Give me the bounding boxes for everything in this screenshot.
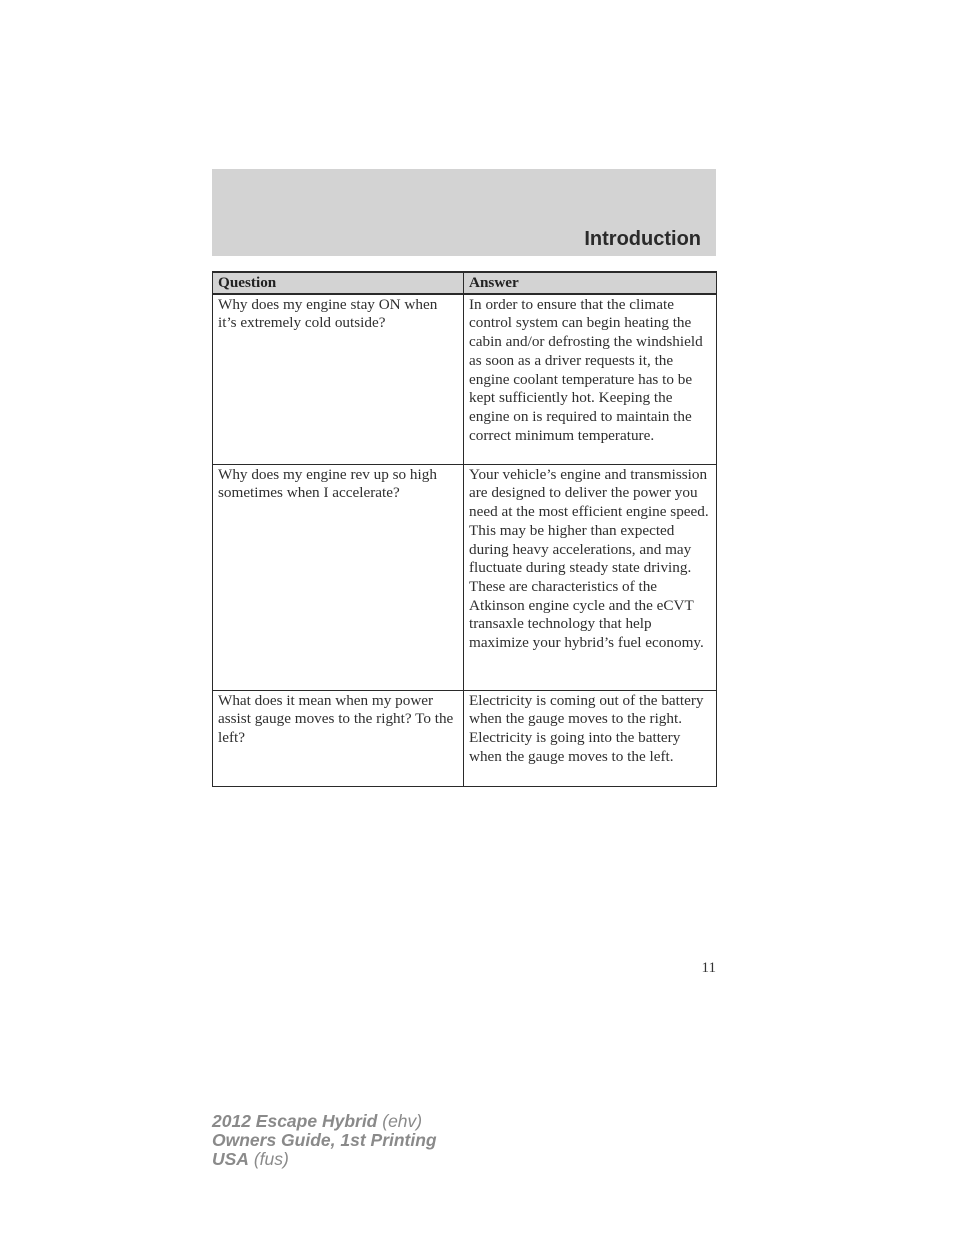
table-row: [213, 294, 717, 465]
answer-cell: Your vehicle’s engine and transmission are designed to deliver the power you need at the most efficient engine speed. This may be higher than expected during heavy accelerations, and may fluctuate during steady state driving. These are characteristics of the Atkinson engine cycle and the eCVT transaxle technology that help maximize your hybrid’s fuel economy.: [464, 464, 717, 690]
column-header-answer: Answer: [464, 272, 717, 294]
footer-edition: Owners Guide, 1st Printing: [212, 1130, 437, 1150]
answer-cell: Electricity is coming out of the battery when the gauge moves to the right. Electricity is going into the battery when the gauge moves to the left.: [464, 690, 717, 786]
section-header-band: [212, 169, 716, 256]
table-row: [213, 464, 717, 690]
footer-line-edition: [212, 1131, 437, 1150]
footer-market: USA: [212, 1149, 249, 1169]
footer-model-code: (ehv): [382, 1111, 423, 1131]
table-header-row: [213, 272, 717, 294]
footer-line-model: [212, 1112, 437, 1131]
question-cell: What does it mean when my power assist gauge moves to the right? To the left?: [213, 690, 464, 786]
page-number: 11: [701, 960, 716, 976]
faq-table: [212, 271, 717, 787]
column-header-question: Question: [213, 272, 464, 294]
question-cell: Why does my engine stay ON when it’s extremely cold outside?: [213, 294, 464, 465]
table-row: [213, 690, 717, 786]
footer-model-name: 2012 Escape Hybrid: [212, 1111, 378, 1131]
question-cell: Why does my engine rev up so high sometimes when I accelerate?: [213, 464, 464, 690]
footer-line-market: [212, 1150, 437, 1169]
document-footer: [212, 1112, 437, 1169]
section-title: Introduction: [584, 228, 701, 250]
footer-market-code: (fus): [253, 1149, 289, 1169]
answer-cell: In order to ensure that the climate control system can begin heating the cabin and/or defrosting the windshield as soon as a driver requests it, the engine coolant temperature has to be kept sufficiently hot. Keeping the engine on is required to maintain the correct minimum temperature.: [464, 294, 717, 465]
